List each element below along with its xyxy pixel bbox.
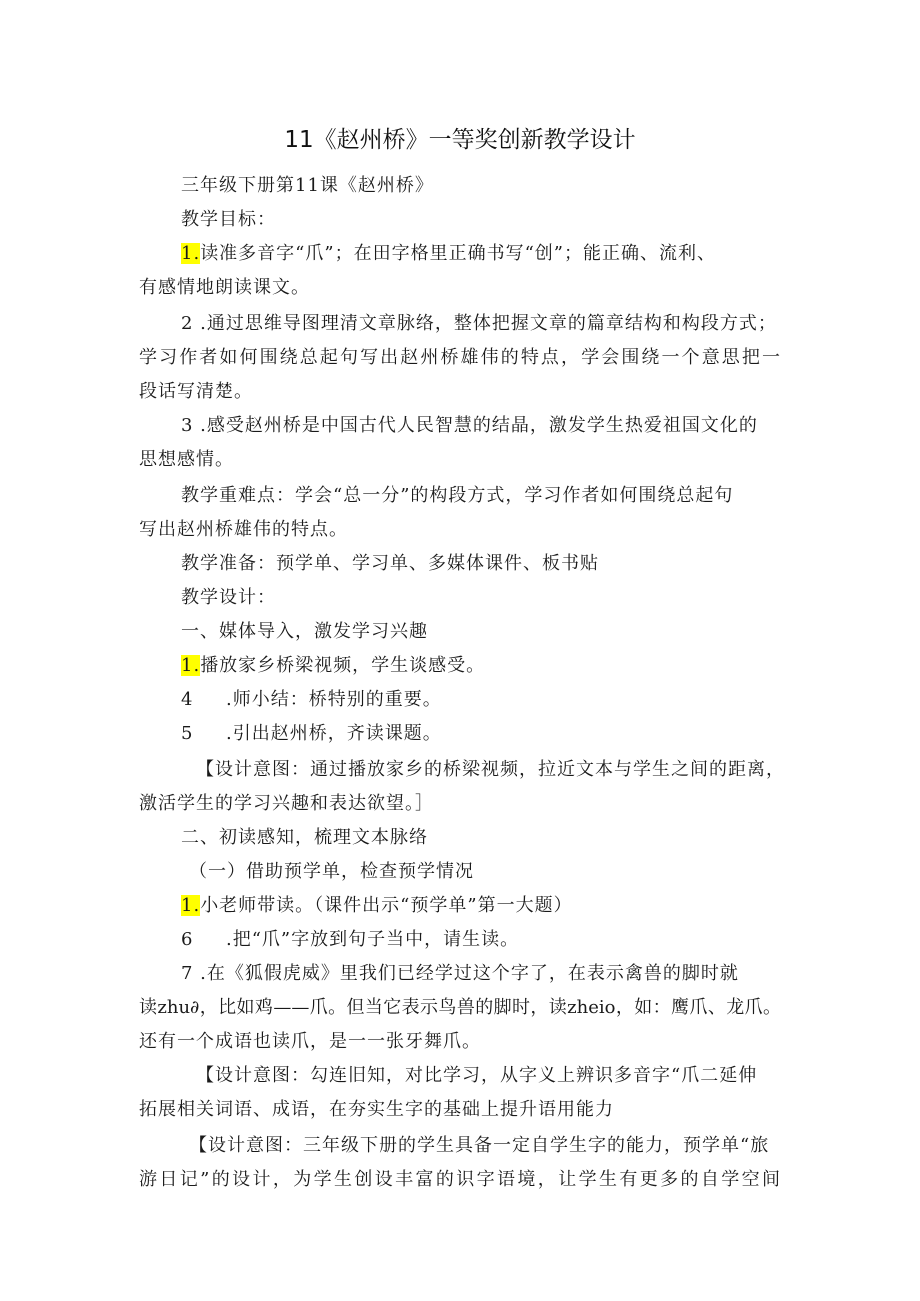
item-7-line-1: 7 .在《狐假虎威》里我们已经学过这个字了，在表示禽兽的脚时就: [181, 963, 739, 984]
section-2-item-1-number: 1.: [181, 895, 201, 916]
design-intent-2-line-2: 拓展相关词语、成语，在夯实生字的基础上提升语用能力: [139, 1099, 614, 1120]
design-intent-3-line-2: 游日记”的设计，为学生创设丰富的识字语境，让学生有更多的自学空间: [139, 1169, 781, 1190]
goal-2-line-3: 段话写清楚。: [139, 381, 253, 402]
heading-teaching-goals: 教学目标：: [181, 209, 276, 230]
item-5-number: 5: [181, 723, 194, 744]
section-2-item-6: [181, 926, 519, 954]
item-6-text: .把“爪”字放到句子当中，请生读。: [226, 929, 520, 950]
section-1-item-1: [181, 652, 485, 680]
design-intent-3-line-1: 【设计意图：三年级下册的学生具备一定自学生字的能力，预学单“旅: [189, 1135, 770, 1156]
item-5-text: .引出赵州桥，齐读课题。: [226, 723, 442, 744]
design-intent-2-line-1: 【设计意图：勾连旧知，对比学习，从字义上辨识多音字“爪二延伸: [196, 1065, 758, 1086]
document-title: 11《赵州桥》一等奖创新教学设计: [284, 127, 636, 153]
section-1-item-5: [181, 720, 442, 748]
item-7-line-3: 还有一个成语也读爪，是一一张牙舞爪。: [139, 1031, 481, 1052]
design-intent-1-line-2: 激活学生的学习兴趣和表达欲望。］: [139, 793, 434, 814]
lesson-info: 三年级下册第11课《赵州桥》: [181, 175, 434, 196]
item-4-text: .师小结：桥特别的重要。: [226, 689, 442, 710]
item-7-line-2: 读zhu∂，比如鸡——爪。但当它表示鸟兽的脚时，读zheio，如：鹰爪、龙爪。: [139, 997, 781, 1018]
section-1-item-1-number: 1.: [181, 655, 201, 676]
goal-3-line-2: 思想感情。: [139, 449, 234, 470]
goal-1-line-2: 有感情地朗读课文。: [139, 277, 310, 298]
goal-3-line-1: 3 .感受赵州桥是中国古代人民智慧的结晶，激发学生热爱祖国文化的: [181, 415, 758, 436]
teaching-preparation: 教学准备：预学单、学习单、多媒体课件、板书贴: [181, 553, 599, 574]
goal-2-line-1: 2 .通过思维导图理清文章脉络，整体把握文章的篇章结构和构段方式；: [181, 313, 777, 334]
section-2-item-1-text: 小老师带读。（课件出示“预学单”第一大题）: [200, 895, 573, 916]
section-1-item-1-text: 播放家乡桥梁视频，学生谈感受。: [200, 655, 486, 676]
key-points-line-2: 写出赵州桥雄伟的特点。: [139, 519, 348, 540]
section-1-item-4: [181, 686, 442, 714]
item-4-number: 4: [181, 689, 194, 710]
goal-2-line-2: 学习作者如何围绕总起句写出赵州桥雄伟的特点，学会围绕一个意思把一: [139, 347, 781, 368]
section-1-heading: 一、媒体导入，激发学习兴趣: [181, 621, 428, 642]
key-points-line-1: 教学重难点：学会“总一分”的构段方式，学习作者如何围绕总起句: [181, 485, 734, 506]
subsection-1-heading: （一）借助预学单，检查预学情况: [189, 861, 474, 882]
goal-1-number: 1.: [181, 243, 201, 264]
design-intent-1-line-1: 【设计意图：通过播放家乡的桥梁视频，拉近文本与学生之间的距离，: [196, 759, 785, 780]
item-6-number: 6: [181, 929, 194, 950]
section-2-heading: 二、初读感知，梳理文本脉络: [181, 827, 428, 848]
goal-1-text: 读准多音字“爪”；在田字格里正确书写“创”；能正确、流利、: [200, 243, 716, 264]
heading-teaching-design: 教学设计：: [181, 587, 276, 608]
goal-1-line-1: [181, 240, 716, 268]
section-2-item-1: [181, 892, 573, 920]
